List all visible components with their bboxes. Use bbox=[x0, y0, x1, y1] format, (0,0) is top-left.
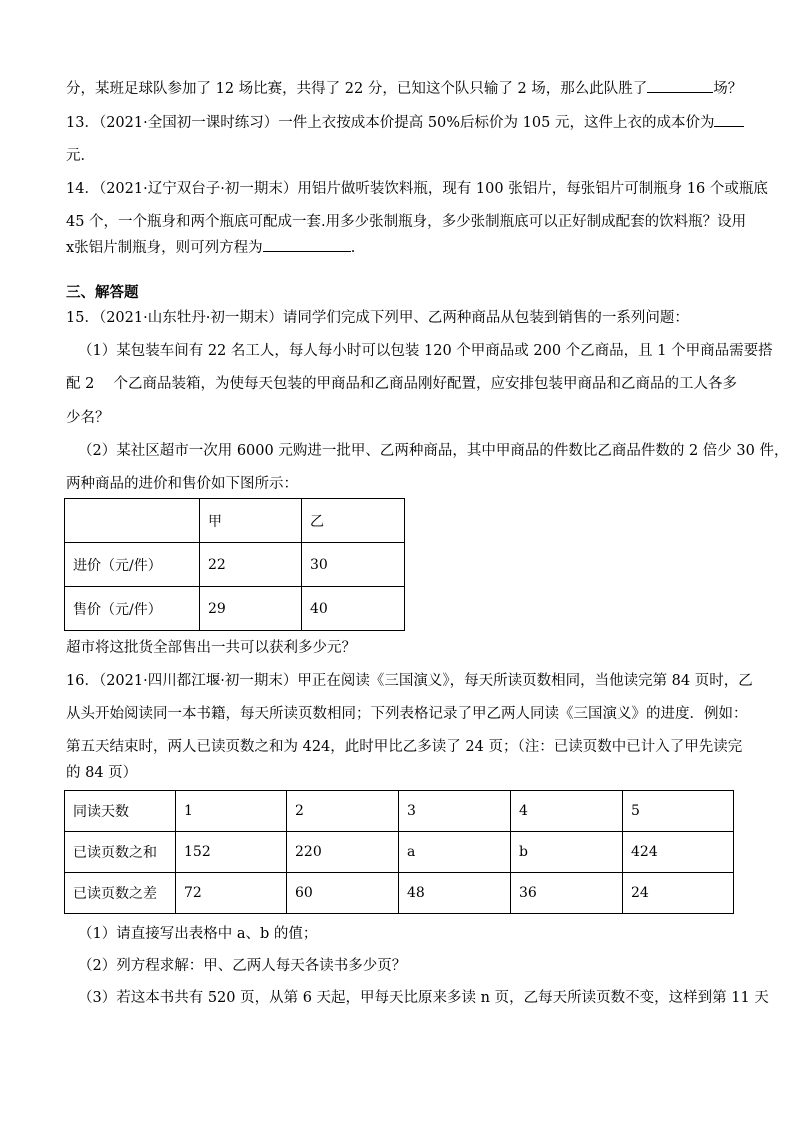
q13-text: 13．（2021·全国初一课时练习）一件上衣按成本价提高 50%后标价为 105 元，这件上衣的成本价为 bbox=[66, 115, 715, 131]
table-cell: b bbox=[511, 832, 623, 873]
table-row bbox=[65, 499, 405, 543]
answer-blank bbox=[263, 237, 351, 252]
table-cell: a bbox=[399, 832, 511, 873]
line-q16-sub2: （2）列方程求解：甲、乙两人每天各读书多少页？ bbox=[78, 958, 407, 974]
line-q15-1b: 配 2 个乙商品装箱，为使每天包装的甲商品和乙商品刚好配置，应安排包装甲商品和乙商品的工人各多 bbox=[66, 376, 737, 392]
line-q15-2b: 两种商品的进价和售价如下图所示： bbox=[66, 476, 298, 492]
table-cell: 30 bbox=[302, 543, 405, 587]
line-q14-1: 14．（2021·辽宁双台子·初一期末）用铝片做听装饮料瓶，现有 100 张铝片，每张铝片可制瓶身 16 个或瓶底 bbox=[66, 181, 768, 197]
table-row bbox=[65, 873, 734, 914]
table-cell: 售价（元/件） bbox=[65, 587, 200, 631]
line-q15-2a: （2）某社区超市一次用 6000 元购进一批甲、乙两种商品，其中甲商品的件数比乙商品件数的 2 倍少 30 件， bbox=[78, 443, 789, 459]
table-cell: 5 bbox=[623, 791, 734, 832]
line-q16-sub3: （3）若这本书共有 520 页，从第 6 天起，甲每天比原来多读 n 页，乙每天所读页数不变，这样到第 11 天 bbox=[78, 990, 769, 1006]
table-cell bbox=[65, 499, 200, 543]
table-cell: 22 bbox=[200, 543, 302, 587]
table-row bbox=[65, 832, 734, 873]
table-cell: 进价（元/件） bbox=[65, 543, 200, 587]
line-q16-4: 的 84 页） bbox=[66, 765, 138, 781]
line-q16-sub1: （1）请直接写出表格中 a、b 的值； bbox=[78, 926, 318, 942]
price-table bbox=[64, 498, 405, 631]
table-row bbox=[65, 791, 734, 832]
table-cell: 40 bbox=[302, 587, 405, 631]
line-q13 bbox=[66, 112, 744, 133]
section-heading: 三、解答题 bbox=[66, 284, 139, 301]
line-q15-1a: （1）某包装车间有 22 名工人，每人每小时可以包装 120 个甲商品或 200 个乙商品，且 1 个甲商品需要搭 bbox=[78, 343, 773, 359]
line-q15-after: 超市将这批货全部售出一共可以获利多少元？ bbox=[66, 640, 356, 656]
table-cell: 乙 bbox=[302, 499, 405, 543]
table-cell: 152 bbox=[176, 832, 287, 873]
q12-text: 分，某班足球队参加了 12 场比赛，共得了 22 分，已知这个队只输了 2 场，那么此队胜了 bbox=[66, 81, 648, 97]
table-cell: 36 bbox=[511, 873, 623, 914]
table-cell: 4 bbox=[511, 791, 623, 832]
table-cell: 220 bbox=[287, 832, 399, 873]
table-cell: 已读页数之差 bbox=[65, 873, 176, 914]
q14-text-end: . bbox=[350, 240, 356, 256]
line-q15: 15．（2021·山东牡丹·初一期末）请同学们完成下列甲、乙两种商品从包装到销售的一系列问题： bbox=[66, 310, 689, 326]
table-cell: 3 bbox=[399, 791, 511, 832]
table-cell: 甲 bbox=[200, 499, 302, 543]
table-cell: 同读天数 bbox=[65, 791, 176, 832]
table-cell: 1 bbox=[176, 791, 287, 832]
q14-text: x张铝片制瓶身，则可列方程为 bbox=[66, 240, 263, 256]
answer-blank bbox=[647, 78, 713, 93]
table-cell: 24 bbox=[623, 873, 734, 914]
answer-blank bbox=[714, 112, 744, 127]
line-q12-end bbox=[66, 78, 742, 99]
line-q16-3: 第五天结束时，两人已读页数之和为 424，此时甲比乙多读了 24 页；（注：已读页数中已计入了甲先读完 bbox=[66, 739, 743, 755]
table-cell: 424 bbox=[623, 832, 734, 873]
line-q16-1: 16．（2021·四川都江堰·初一期末）甲正在阅读《三国演义》，每天所读页数相同，当他读完第 84 页时，乙 bbox=[66, 673, 753, 689]
table-row bbox=[65, 587, 405, 631]
line-q13-end: 元． bbox=[66, 148, 95, 164]
line-q16-2: 从头开始阅读同一本书籍，每天所读页数相同；下列表格记录了甲乙两人同读《三国演义》的进度．例如： bbox=[66, 706, 748, 722]
table-cell: 48 bbox=[399, 873, 511, 914]
table-cell: 2 bbox=[287, 791, 399, 832]
table-cell: 72 bbox=[176, 873, 287, 914]
q12-text-end: 场？ bbox=[713, 81, 743, 97]
line-q14-3 bbox=[66, 237, 355, 258]
table-cell: 29 bbox=[200, 587, 302, 631]
table-cell: 已读页数之和 bbox=[65, 832, 176, 873]
table-row bbox=[65, 543, 405, 587]
line-q15-1c: 少名？ bbox=[66, 410, 110, 426]
line-q14-2: 45 个，一个瓶身和两个瓶底可配成一套.用多少张制瓶身，多少张制瓶底可以正好制成配套的饮料瓶？设用 bbox=[66, 214, 747, 230]
progress-table bbox=[64, 790, 734, 914]
table-cell: 60 bbox=[287, 873, 399, 914]
